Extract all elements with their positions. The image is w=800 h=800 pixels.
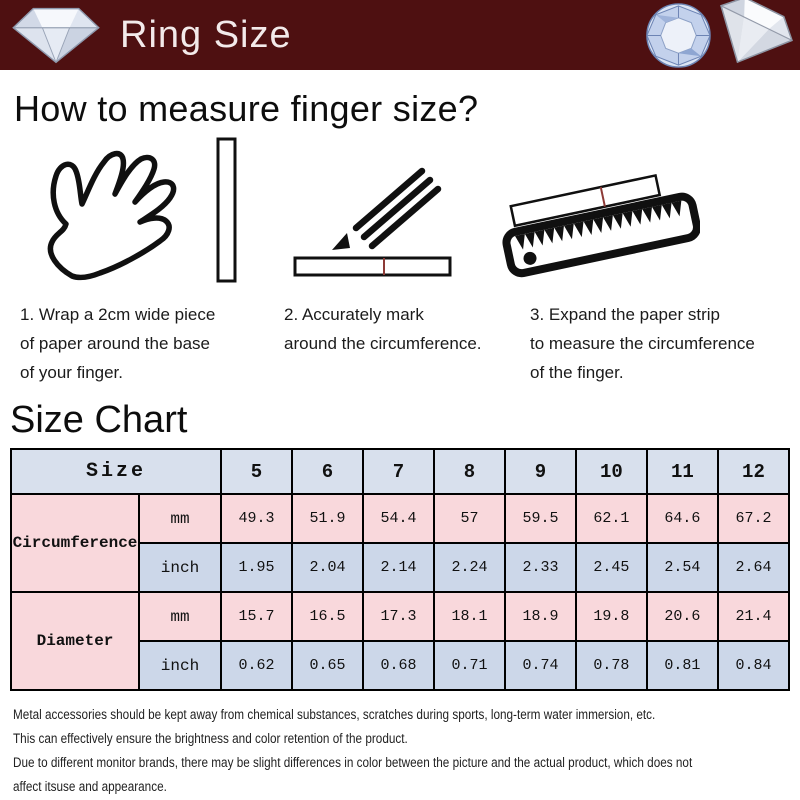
value-cell: 67.2: [718, 494, 789, 543]
value-cell: 0.78: [576, 641, 647, 690]
value-cell: 2.14: [363, 543, 434, 592]
value-cell: 2.04: [292, 543, 363, 592]
diamond-icon: [6, 4, 106, 66]
value-cell: 59.5: [505, 494, 576, 543]
value-cell: 49.3: [221, 494, 292, 543]
value-cell: 2.64: [718, 543, 789, 592]
size-chart-table: [10, 448, 790, 691]
value-cell: 0.84: [718, 641, 789, 690]
size-column-header: 5: [221, 449, 292, 494]
care-note-line-3: Due to different monitor brands, there may be slight differences in color between the picture and the actual product, which does not: [13, 755, 693, 770]
unit-cell: mm: [139, 494, 221, 543]
value-cell: 18.1: [434, 592, 505, 641]
size-chart-heading: Size Chart: [10, 399, 188, 441]
how-to-heading: How to measure finger size?: [14, 88, 479, 129]
step-2-text: [284, 300, 522, 387]
illustrations-row: [0, 136, 800, 288]
row-group-label: Circumference: [11, 494, 139, 592]
step-3-line-3: of the finger.: [530, 363, 624, 382]
step-2-line-2: around the circumference.: [284, 334, 482, 353]
value-cell: 0.68: [363, 641, 434, 690]
value-cell: 17.3: [363, 592, 434, 641]
hand-with-paper-strip-illustration: [34, 136, 244, 284]
unit-cell: inch: [139, 641, 221, 690]
size-column-header: 12: [718, 449, 789, 494]
size-column-header: 7: [363, 449, 434, 494]
step-3-text: [530, 300, 792, 387]
size-column-header: 11: [647, 449, 718, 494]
value-cell: 0.62: [221, 641, 292, 690]
instructions-row: [0, 300, 800, 387]
care-notes: [13, 703, 800, 799]
value-cell: 16.5: [292, 592, 363, 641]
value-cell: 2.45: [576, 543, 647, 592]
value-cell: 18.9: [505, 592, 576, 641]
pencil-tip: [332, 233, 350, 250]
value-cell: 2.33: [505, 543, 576, 592]
title-bar: [0, 0, 800, 70]
care-note-line-1: Metal accessories should be kept away from chemical substances, scratches during sports, long-term water immersion, etc.: [13, 707, 656, 722]
unit-cell: inch: [139, 543, 221, 592]
value-cell: 0.65: [292, 641, 363, 690]
row-group-label: Diameter: [11, 592, 139, 690]
size-corner-cell: Size: [11, 449, 221, 494]
step-1-text: [20, 300, 268, 387]
value-cell: 64.6: [647, 494, 718, 543]
unit-cell: mm: [139, 592, 221, 641]
value-cell: 0.71: [434, 641, 505, 690]
care-note-line-2: This can effectively ensure the brightness and color retention of the product.: [13, 731, 408, 746]
care-note-line-4: affect itsuse and appearance.: [13, 779, 167, 794]
horizontal-paper-strip: [295, 258, 450, 275]
value-cell: 1.95: [221, 543, 292, 592]
value-cell: 51.9: [292, 494, 363, 543]
step-2-line-1: 2. Accurately mark: [284, 305, 424, 324]
ruler-measuring-strip-illustration: [500, 166, 700, 278]
value-cell: 2.54: [647, 543, 718, 592]
value-cell: 15.7: [221, 592, 292, 641]
step-3-line-1: 3. Expand the paper strip: [530, 305, 720, 324]
size-column-header: 10: [576, 449, 647, 494]
size-column-header: 9: [505, 449, 576, 494]
size-chart-table-body: [11, 449, 789, 690]
value-cell: 54.4: [363, 494, 434, 543]
step-3-line-2: to measure the circumference: [530, 334, 755, 353]
value-cell: 21.4: [718, 592, 789, 641]
value-cell: 20.6: [647, 592, 718, 641]
size-column-header: 6: [292, 449, 363, 494]
value-cell: 19.8: [576, 592, 647, 641]
step-1-line-3: of your finger.: [20, 363, 124, 382]
value-cell: 57: [434, 494, 505, 543]
value-cell: 0.81: [647, 641, 718, 690]
step-1-line-2: of paper around the base: [20, 334, 210, 353]
step-1-line-1: 1. Wrap a 2cm wide piece: [20, 305, 216, 324]
vertical-paper-strip: [218, 139, 235, 281]
value-cell: 62.1: [576, 494, 647, 543]
value-cell: 2.24: [434, 543, 505, 592]
size-column-header: 8: [434, 449, 505, 494]
pencil-marking-strip-illustration: [292, 158, 457, 280]
page-title: Ring Size: [120, 13, 292, 56]
value-cell: 0.74: [505, 641, 576, 690]
two-diamonds-icon: [624, 0, 800, 71]
